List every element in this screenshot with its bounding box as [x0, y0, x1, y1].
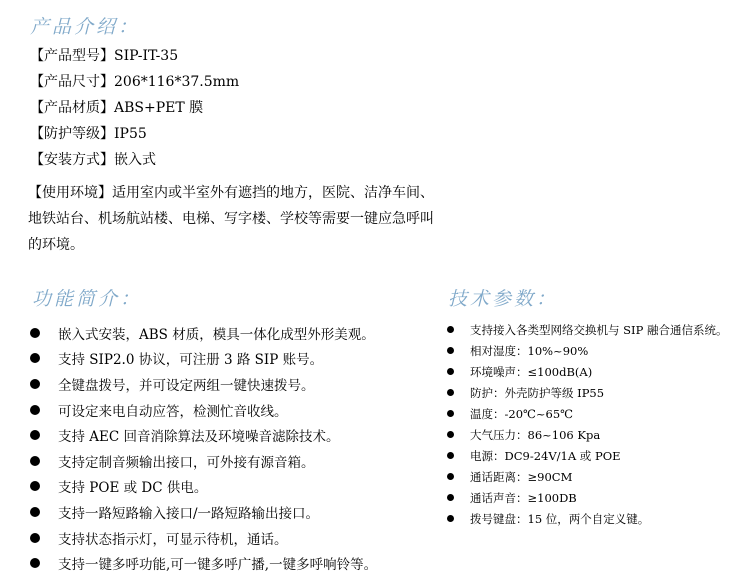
bullet-icon [30, 430, 40, 440]
bullet-icon [447, 410, 454, 417]
bullet-icon [447, 431, 454, 438]
function-list [30, 320, 377, 576]
list-item [447, 508, 727, 529]
tech-list [447, 319, 727, 529]
list-item [30, 422, 377, 448]
spec-model [30, 46, 178, 66]
tech-text: 环境噪声：≤100dB(A) [470, 364, 593, 379]
function-text: 支持 SIP2.0 协议，可注册 3 路 SIP 账号。 [58, 352, 324, 369]
spec-label: 【防护等级】 [30, 126, 114, 142]
bullet-icon [447, 347, 454, 354]
spec-material [30, 98, 203, 118]
tech-text: 拨号键盘：15 位，两个自定义键。 [470, 511, 650, 526]
spec-label: 【产品尺寸】 [30, 74, 114, 90]
function-text: 嵌入式安装，ABS 材质，模具一体化成型外形美观。 [58, 326, 375, 343]
bullet-icon [447, 389, 454, 396]
spec-value: 嵌入式 [114, 152, 156, 168]
tech-text: 电源：DC9-24V/1A 或 POE [470, 448, 621, 463]
usage-line: 的环境。 [28, 237, 84, 253]
bullet-icon [30, 456, 40, 466]
tech-text: 温度：-20℃~65℃ [470, 406, 574, 421]
spec-label: 【产品材质】 [30, 100, 114, 116]
bullet-icon [30, 507, 40, 517]
spec-size [30, 72, 239, 92]
functions-heading: 功能简介： [32, 288, 143, 310]
list-item [30, 499, 377, 525]
spec-value: ABS+PET 膜 [114, 100, 204, 116]
spec-value: SIP-IT-35 [114, 48, 179, 64]
tech-text: 大气压力：86~106 Kpa [470, 427, 601, 442]
bullet-icon [447, 515, 454, 522]
tech-text: 通话距离：≥90CM [470, 469, 573, 484]
tech-text: 相对湿度：10%~90% [470, 343, 589, 358]
spec-install [30, 150, 156, 170]
spec-label: 【安装方式】 [30, 152, 114, 168]
list-item [30, 550, 377, 576]
bullet-icon [447, 326, 454, 333]
function-text: 支持一键多呼功能,可一键多呼广播,一键多呼响铃等。 [58, 557, 378, 574]
function-text: 支持定制音频输出接口，可外接有源音箱。 [58, 454, 315, 471]
spec-value: IP55 [114, 126, 147, 142]
function-text: 支持一路短路输入接口/一路短路输出接口。 [58, 505, 320, 522]
bullet-icon [30, 481, 40, 491]
function-text: 支持 POE 或 DC 供电。 [58, 480, 208, 497]
list-item [30, 474, 377, 500]
bullet-icon [447, 452, 454, 459]
list-item [30, 346, 377, 372]
list-item [447, 382, 727, 403]
list-item [447, 424, 727, 445]
list-item [30, 397, 377, 423]
usage-environment [28, 180, 498, 258]
tech-text: 防护：外壳防护等级 IP55 [470, 385, 605, 400]
spec-value: 206*116*37.5mm [114, 74, 240, 90]
function-text: 全键盘拨号，并可设定两组一键快速拨号。 [58, 377, 315, 394]
usage-line: 地铁站台、机场航站楼、电梯、写字楼、学校等需要一键应急呼叫 [28, 211, 434, 227]
list-item [30, 525, 377, 551]
list-item [30, 320, 377, 346]
list-item [447, 319, 727, 340]
function-text: 支持状态指示灯，可显示待机，通话。 [58, 531, 288, 548]
list-item [447, 403, 727, 424]
bullet-icon [30, 405, 40, 415]
intro-heading: 产品介绍： [30, 16, 141, 38]
bullet-icon [447, 473, 454, 480]
tech-text: 通话声音：≥100DB [470, 490, 577, 505]
bullet-icon [30, 328, 40, 338]
list-item [447, 445, 727, 466]
list-item [447, 340, 727, 361]
list-item [30, 371, 377, 397]
list-item [447, 361, 727, 382]
list-item [447, 487, 727, 508]
bullet-icon [447, 368, 454, 375]
bullet-icon [30, 533, 40, 543]
list-item [447, 466, 727, 487]
list-item [30, 448, 377, 474]
bullet-icon [30, 558, 40, 568]
tech-heading: 技术参数： [448, 288, 559, 310]
tech-text: 支持接入各类型网络交换机与 SIP 融合通信系统。 [470, 322, 728, 337]
bullet-icon [447, 494, 454, 501]
function-text: 可设定来电自动应答，检测忙音收线。 [58, 403, 288, 420]
usage-line: 【使用环境】适用室内或半室外有遮挡的地方，医院、洁净车间、 [28, 185, 434, 201]
bullet-icon [30, 379, 40, 389]
spec-protection [30, 124, 147, 144]
spec-label: 【产品型号】 [30, 48, 114, 64]
function-text: 支持 AEC 回音消除算法及环境噪音滤除技术。 [58, 429, 340, 446]
bullet-icon [30, 353, 40, 363]
